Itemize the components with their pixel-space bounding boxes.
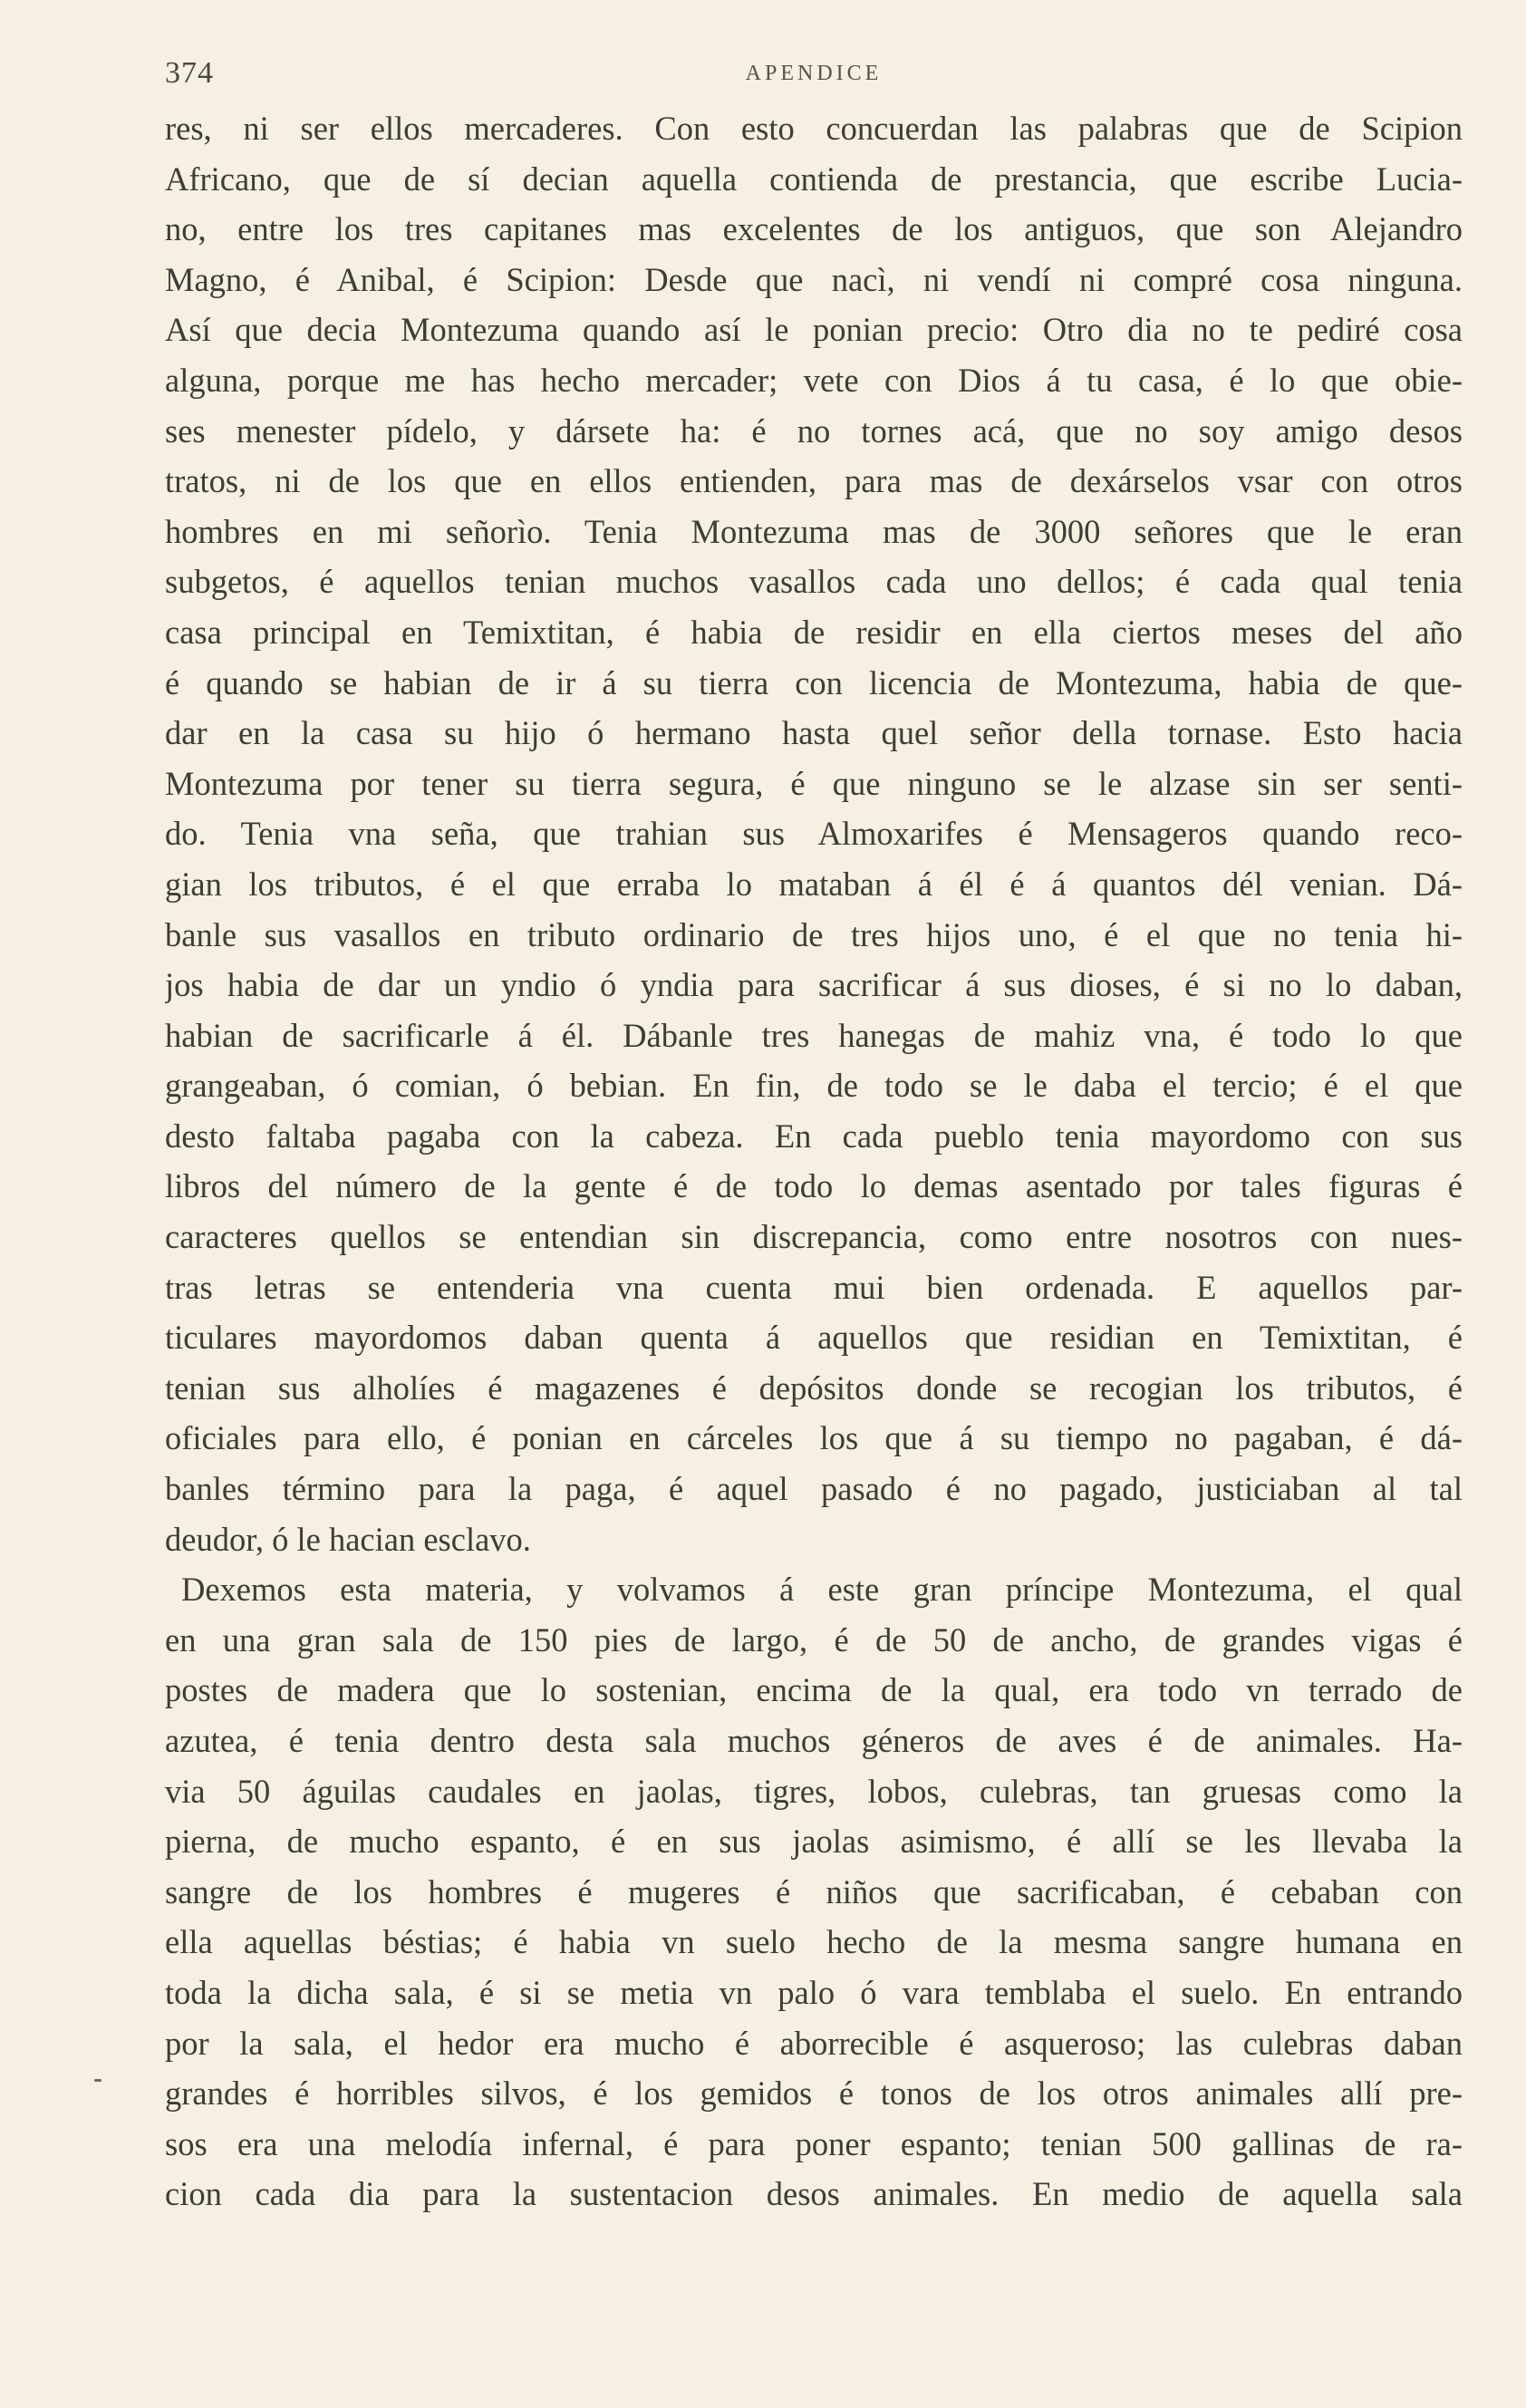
body-text [165, 103, 1463, 2219]
text-line: Montezuma por tener su tierra segura, é que ninguno se le alzase sin ser senti- [165, 764, 1463, 802]
text-line: pierna, de mucho espanto, é en sus jaolas asimismo, é allí se les llevaba la [165, 1823, 1463, 1861]
text-line: Así que decia Montezuma quando así le ponian precio: Otro dia no te pediré cosa [165, 311, 1463, 349]
text-line: postes de madera que lo sostenian, encima de la qual, era todo vn terrado de [165, 1671, 1463, 1709]
page-header [165, 56, 1463, 100]
text-line: no, entre los tres capitanes mas excelentes de los antiguos, que son Alejandro [165, 210, 1463, 248]
text-line: sos era una melodía infernal, é para poner espanto; tenian 500 gallinas de ra- [165, 2124, 1463, 2162]
text-line: alguna, porque me has hecho mercader; vete con Dios á tu casa, é lo que obie- [165, 361, 1463, 399]
text-line: ticulares mayordomos daban quenta á aquellos que residian en Temixtitan, é [165, 1319, 1463, 1357]
text-line: habian de sacrificarle á él. Dábanle tres hanegas de mahiz vna, é todo lo que [165, 1016, 1463, 1054]
text-line: Africano, que de sí decian aquella contienda de prestancia, que escribe Lucia- [165, 160, 1463, 198]
text-line: subgetos, é aquellos tenian muchos vasallos cada uno dellos; é cada qual tenia [165, 563, 1463, 601]
text-line: do. Tenia vna seña, que trahian sus Almoxarifes é Mensageros quando reco- [165, 815, 1463, 853]
text-line: oficiales para ello, é ponian en cárceles los que á su tiempo no pagaban, é dá- [165, 1419, 1463, 1457]
paragraph-last-line: deudor, ó le hacian esclavo. [165, 1520, 531, 1558]
text-line: grandes é horribles silvos, é los gemidos é tonos de los otros animales allí pre- [165, 2074, 1463, 2113]
running-title: APENDICE [745, 62, 883, 85]
text-line: cion cada dia para la sustentacion desos animales. En medio de aquella sala [165, 2175, 1463, 2213]
text-line: toda la dicha sala, é si se metia vn palo ó vara temblaba el suelo. En entrando [165, 1973, 1463, 2011]
text-line: tenian sus alholíes é magazenes é depósitos donde se recogian los tributos, é [165, 1368, 1463, 1407]
text-line: banle sus vasallos en tributo ordinario de tres hijos uno, é el que no tenia hi- [165, 915, 1463, 953]
text-line: caracteres quellos se entendian sin discrepancia, como entre nosotros con nues- [165, 1218, 1463, 1256]
text-line: casa principal en Temixtitan, é habia de residir en ella ciertos meses del año [165, 613, 1463, 651]
text-line: via 50 águilas caudales en jaolas, tigres, lobos, culebras, tan gruesas como la [165, 1772, 1463, 1810]
text-line: jos habia de dar un yndio ó yndia para sacrificar á sus dioses, é si no lo daban, [165, 966, 1463, 1004]
text-line: libros del número de la gente é de todo lo demas asentado por tales figuras é [165, 1167, 1463, 1205]
text-line: tras letras se entenderia vna cuenta mui bien ordenada. E aquellos par- [165, 1268, 1463, 1306]
text-line: res, ni ser ellos mercaderes. Con esto concuerdan las palabras que de Scipion [165, 110, 1463, 147]
page-number: 374 [165, 56, 214, 90]
text-line: desto faltaba pagaba con la cabeza. En cada pueblo tenia mayordomo con sus [165, 1117, 1463, 1155]
text-line: Magno, é Anibal, é Scipion: Desde que nacì, ni vendí ni compré cosa ninguna. [165, 260, 1463, 298]
text-line: hombres en mi señorìo. Tenia Montezuma mas de 3000 señores que le eran [165, 512, 1463, 550]
text-line: en una gran sala de 150 pies de largo, é de 50 de ancho, de grandes vigas é [165, 1620, 1463, 1659]
text-line: por la sala, el hedor era mucho é aborrecible é asqueroso; las culebras daban [165, 2024, 1463, 2062]
text-line: banles término para la paga, é aquel pasado é no pagado, justiciaban al tal [165, 1470, 1463, 1508]
text-line: sangre de los hombres é mugeres é niños que sacrificaban, é cebaban con [165, 1872, 1463, 1910]
text-line: grangeaban, ó comian, ó bebian. En fin, de todo se le daba el tercio; é el que [165, 1067, 1463, 1105]
text-line: é quando se habian de ir á su tierra con licencia de Montezuma, habia de que- [165, 663, 1463, 701]
text-line: azutea, é tenia dentro desta sala muchos géneros de aves é de animales. Ha- [165, 1722, 1463, 1759]
text-line: tratos, ni de los que en ellos entienden, para mas de dexárselos vsar con otros [165, 462, 1463, 500]
text-line: gian los tributos, é el que erraba lo mataban á él é á quantos dél venian. Dá- [165, 865, 1463, 903]
margin-mark [94, 2079, 101, 2082]
paragraph-first-line: Dexemos esta materia, y volvamos á este gran príncipe Montezuma, el qual [181, 1571, 1463, 1609]
text-line: ses menester pídelo, y dársete ha: é no tornes acá, que no soy amigo desos [165, 411, 1463, 450]
text-line: ella aquellas béstias; é habia vn suelo hecho de la mesma sangre humana en [165, 1923, 1463, 1961]
text-line: dar en la casa su hijo ó hermano hasta quel señor della tornase. Esto hacia [165, 714, 1463, 752]
